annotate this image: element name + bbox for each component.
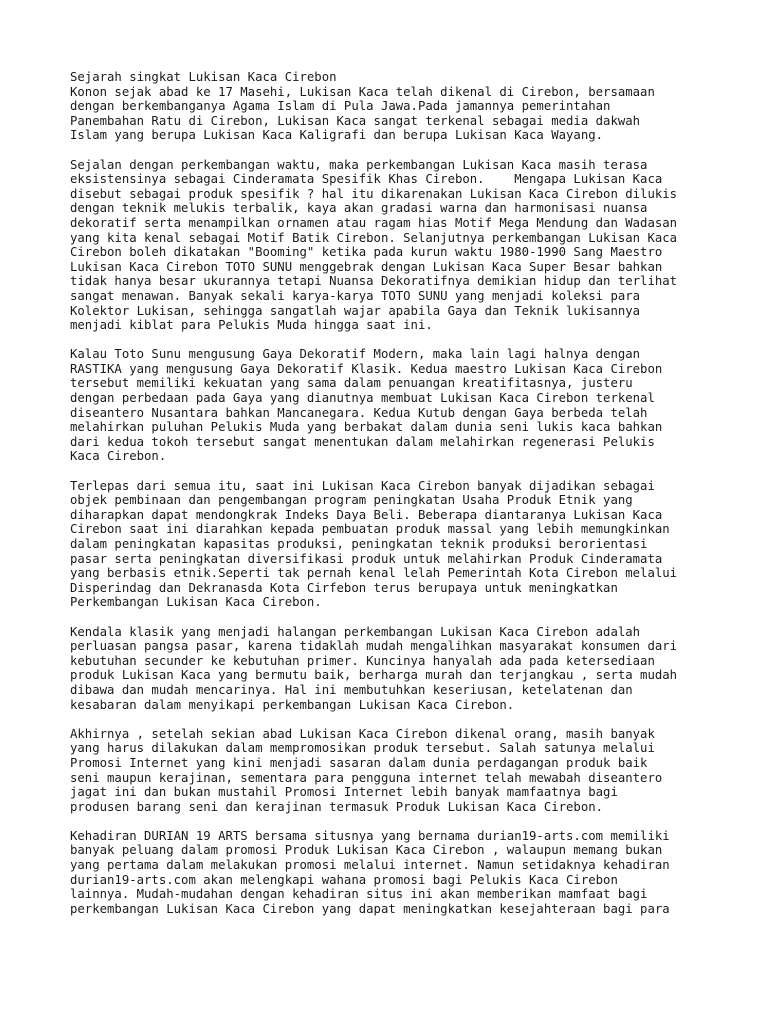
text-line: Kendala klasik yang menjadi halangan perkembangan Lukisan Kaca Cirebon adalah [70,624,641,639]
text-line: Perkembangan Lukisan Kaca Cirebon. [70,595,322,610]
text-line: Islam yang berupa Lukisan Kaca Kaligrafi dan berupa Lukisan Kaca Wayang. [70,128,604,143]
text-line: melahirkan puluhan Pelukis Muda yang berbakat dalam dunia seni lukis kaca bahkan [70,420,663,435]
text-line: yang berbasis etnik.Seperti tak pernah kenal lelah Pemerintah Kota Cirebon melalui [70,566,678,581]
text-line: Kalau Toto Sunu mengusung Gaya Dekoratif Modern, maka lain lagi halnya dengan [70,347,641,362]
text-line: dekoratif serta menampilkan ornamen atau ragam hias Motif Mega Mendung dan Wadasan [70,215,678,230]
text-line: sangat menawan. Banyak sekali karya-karya TOTO SUNU yang menjadi koleksi para [70,288,641,303]
text-line: menjadi kiblat para Pelukis Muda hingga saat ini. [70,318,433,333]
text-line: Kolektor Lukisan, sehingga sangatlah wajar apabila Gaya dan Teknik lukisannya [70,303,641,318]
text-line: Kehadiran DURIAN 19 ARTS bersama situsnya yang bernama durian19-arts.com memiliki [70,828,670,843]
document-body [70,85,760,917]
text-line: diseantero Nusantara bahkan Mancanegara. Kedua Kutub dengan Gaya berbeda telah [70,405,648,420]
text-line: disebut sebagai produk spesifik ? hal itu dikarenakan Lukisan Kaca Cirebon dilukis [70,186,678,201]
text-line: banyak peluang dalam promosi Produk Lukisan Kaca Cirebon , walaupun memang bukan [70,843,663,858]
text-line: Panembahan Ratu di Cirebon, Lukisan Kaca sangat terkenal sebagai media dakwah [70,113,641,128]
paragraph [70,479,760,610]
text-line: kebutuhan secunder ke kebutuhan primer. Kuncinya hanyalah ada pada ketersediaan [70,653,655,668]
paragraph [70,625,760,713]
text-line: dalam peningkatan kapasitas produksi, peningkatan teknik produksi berorientasi [70,537,648,551]
text-line: yang pertama dalam melakukan promosi melalui internet. Namun setidaknya kehadiran [70,858,670,873]
text-line: perluasan pangsa pasar, karena tidaklah mudah mengalihkan masyarakat konsumen dari [70,639,678,654]
text-line: objek pembinaan dan pengembangan program peningkatan Usaha Produk Etnik yang [70,493,633,508]
text-line: tersebut memiliki kekuatan yang sama dalam penuangan kreatifitasnya, justeru [70,376,633,391]
text-line: kesabaran dalam menyikapi perkembangan Lukisan Kaca Cirebon. [70,697,515,712]
paragraph [70,85,760,143]
paragraph [70,829,760,917]
text-line: diharapkan dapat mendongkrak Indeks Daya Beli. Beberapa diantaranya Lukisan Kaca [70,507,663,522]
text-line: Konon sejak abad ke 17 Masehi, Lukisan Kaca telah dikenal di Cirebon, bersamaan [70,84,655,99]
text-line: dari kedua tokoh tersebut sangat menentukan dalam melahirkan regenerasi Pelukis [70,434,655,449]
text-line: dibawa dan mudah mencarinya. Hal ini membutuhkan keseriusan, ketelatenan dan [70,682,633,697]
text-line: seni maupun kerajinan, sementara para pengguna internet telah mewabah diseantero [70,770,663,785]
paragraph [70,347,760,464]
text-line: dengan perbedaan pada Gaya yang dianutnya membuat Lukisan Kaca Cirebon terkenal [70,391,655,406]
text-line: Sejalan dengan perkembangan waktu, maka perkembangan Lukisan Kaca masih terasa [70,157,648,172]
text-line: Cirebon boleh dikatakan "Booming" ketika pada kurun waktu 1980-1990 Sang Maestro [70,245,663,260]
document-title: Sejarah singkat Lukisan Kaca Cirebon [70,70,337,84]
text-line: perkembangan Lukisan Kaca Cirebon yang dapat meningkatkan kesejahteraan bagi para [70,901,670,916]
document-page [70,70,760,931]
paragraph [70,727,760,815]
text-line: tidak hanya besar ukurannya tetapi Nuansa Dekoratifnya demikian hidup dan terlihat [70,274,678,289]
text-line: Disperindag dan Dekranasda Kota Cirfebon terus berupaya untuk meningkatkan [70,580,618,595]
text-line: eksistensinya sebagai Cinderamata Spesifik Khas Cirebon. Mengapa Lukisan Kaca [70,172,663,187]
text-line: Kaca Cirebon. [70,449,167,464]
text-line: yang harus dilakukan dalam mempromosikan produk tersebut. Salah satunya melalui [70,741,655,756]
text-line: Terlepas dari semua itu, saat ini Lukisan Kaca Cirebon banyak dijadikan sebagai [70,478,655,493]
text-line: RASTIKA yang mengusung Gaya Dekoratif Klasik. Kedua maestro Lukisan Kaca Cirebon [70,361,663,376]
text-line: Lukisan Kaca Cirebon TOTO SUNU menggebrak dengan Lukisan Kaca Super Besar bahkan [70,259,663,274]
text-line: lainnya. Mudah-mudahan dengan kehadiran situs ini akan memberikan mamfaat bagi [70,887,648,902]
text-line: yang kita kenal sebagai Motif Batik Cirebon. Selanjutnya perkembangan Lukisan Kaca [70,230,678,245]
text-line: Promosi Internet yang kini menjadi sasaran dalam dunia perdagangan produk baik [70,755,648,770]
paragraph [70,158,760,333]
text-line: produk Lukisan Kaca yang bermutu baik, berharga murah dan terjangkau , serta mudah [70,668,678,683]
text-line: pasar serta peningkatan diversifikasi produk untuk melahirkan Produk Cinderamata [70,551,663,566]
text-line: jagat ini dan bukan mustahil Promosi Internet lebih banyak mamfaatnya bagi [70,785,618,800]
text-line: durian19-arts.com akan melengkapi wahana promosi bagi Pelukis Kaca Cirebon [70,872,618,887]
text-line: dengan teknik melukis terbalik, kaya akan gradasi warna dan harmonisasi nuansa [70,201,648,216]
text-line: Cirebon saat ini diarahkan kepada pembuatan produk massal yang lebih memungkinkan [70,522,670,537]
text-line: dengan berkembanganya Agama Islam di Pula Jawa.Pada jamannya pemerintahan [70,99,611,114]
text-line: produsen barang seni dan kerajinan termasuk Produk Lukisan Kaca Cirebon. [70,799,604,814]
text-line: Akhirnya , setelah sekian abad Lukisan Kaca Cirebon dikenal orang, masih banyak [70,726,655,741]
